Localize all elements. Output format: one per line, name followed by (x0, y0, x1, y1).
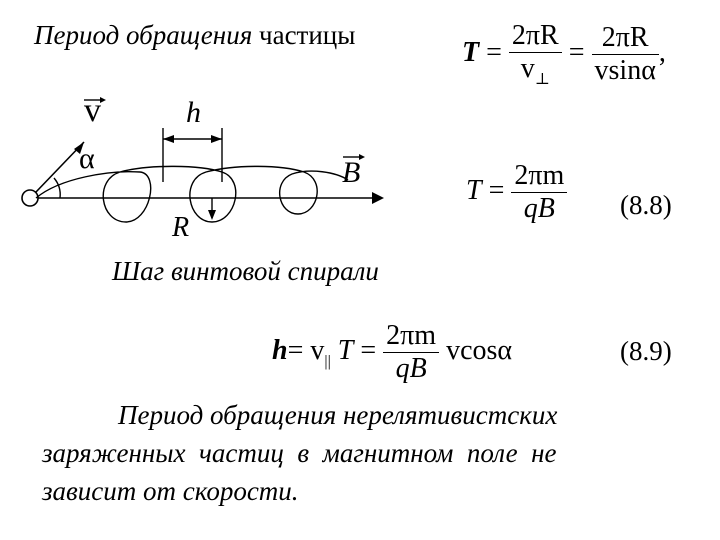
pitch-T: T (337, 335, 354, 367)
pitch-v: v (310, 335, 325, 367)
conclusion-line-2: заряженных частиц в магнитном поле не (42, 438, 557, 468)
period-den-1-sub: ⊥ (534, 71, 550, 89)
conclusion-line-1: Период обращения нерелятивистских (118, 400, 558, 430)
pitch-lhs: h (272, 335, 288, 367)
period-lhs: T (462, 37, 480, 69)
period-eq2: = (568, 37, 585, 69)
conclusion-line-3: зависит от скорости. (42, 476, 299, 506)
angle-label: α (79, 142, 95, 175)
title-normal-part: частицы (252, 20, 356, 50)
period2-den: qB (523, 193, 555, 225)
period2-eq: = (488, 175, 505, 207)
field-axis-arrowhead (372, 192, 384, 204)
period-num-2: 2πR (592, 22, 659, 55)
velocity-label: v (84, 92, 101, 129)
period-num-1: 2πR (509, 20, 562, 53)
radius-label: R (172, 212, 190, 243)
pitch-num: 2πm (383, 320, 439, 353)
equation-number-8-8: (8.8) (620, 190, 672, 220)
pitch-den: qB (395, 353, 427, 385)
period-den-2: vsinα (594, 55, 656, 87)
equation-number-8-9: (8.9) (620, 336, 672, 366)
origin-circle (22, 190, 38, 206)
pitch-arrowhead-right (211, 135, 222, 143)
field-label: B (342, 156, 361, 189)
subtitle: Шаг винтовой спирали (112, 256, 379, 286)
radius-arrowhead (208, 210, 216, 220)
period2-num: 2πm (511, 160, 567, 193)
angle-arc (54, 178, 60, 198)
period-den-1-base: v (520, 53, 535, 85)
period2-lhs: T (466, 175, 482, 207)
title-italic-part: Период обращения (34, 20, 253, 50)
pitch-v-sub: || (324, 353, 331, 371)
period-formula-2 (466, 160, 567, 225)
period2-fraction (511, 160, 567, 225)
period-eq1: = (486, 37, 502, 69)
pitch-arrowhead-left (163, 135, 174, 143)
pitch-formula (272, 320, 512, 385)
period-comma: , (658, 37, 666, 69)
pitch-fraction (383, 320, 439, 385)
pitch-tail: vcosα (446, 335, 513, 367)
pitch-eq2: = (360, 335, 377, 367)
pitch-label: h (186, 96, 201, 129)
pitch-eq1: = (287, 335, 304, 367)
